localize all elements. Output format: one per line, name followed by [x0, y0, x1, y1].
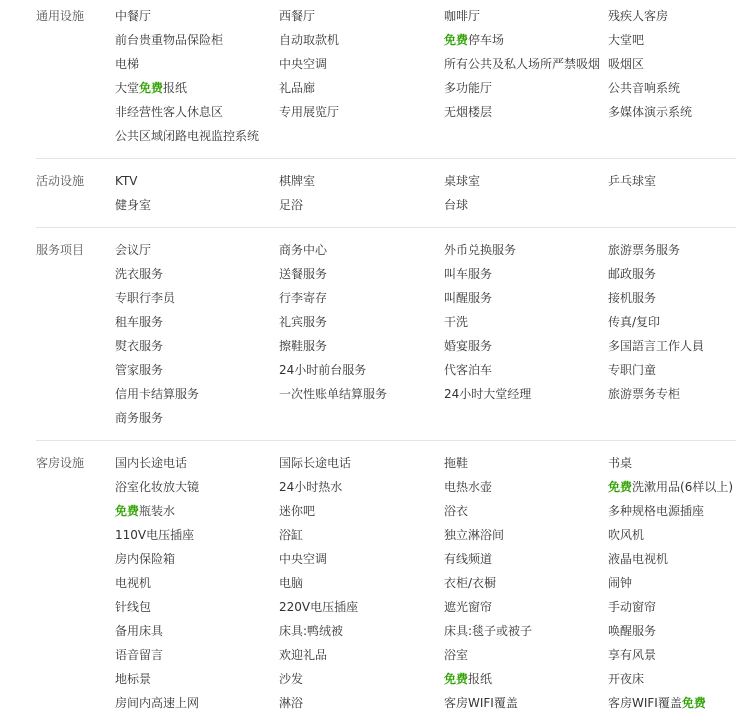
facility-item: 有线频道 — [444, 552, 493, 566]
facility-item: 礼宾服务 — [279, 315, 328, 329]
facility-item: 熨衣服务 — [115, 339, 164, 353]
facility-item: 220V电压插座 — [279, 600, 359, 614]
facility-item — [444, 667, 608, 691]
facility-item: 淋浴 — [279, 696, 304, 710]
facility-item: 洗衣服务 — [115, 267, 164, 281]
section-label: 活动设施 — [36, 174, 85, 188]
facility-section — [36, 238, 754, 430]
facility-item: 礼品廊 — [279, 81, 316, 95]
facility-item: 叫车服务 — [444, 267, 493, 281]
facility-item: 衣柜/衣橱 — [444, 576, 497, 590]
facility-item: 公共区域闭路电视监控系统 — [115, 129, 260, 143]
facility-item: 送餐服务 — [279, 267, 328, 281]
facility-item: 传真/复印 — [608, 315, 661, 329]
free-badge: 免费 — [608, 480, 633, 494]
facility-item: 多国語言工作人員 — [608, 339, 705, 353]
facility-item: 欢迎礼品 — [279, 648, 328, 662]
facility-item: 旅游票务专柜 — [608, 387, 681, 401]
facility-item: 婚宴服务 — [444, 339, 493, 353]
facility-item: 开夜床 — [608, 672, 645, 686]
facility-item: 多功能厅 — [444, 81, 493, 95]
facility-item: 中央空调 — [279, 57, 328, 71]
facility-item: 公共音响系统 — [608, 81, 681, 95]
facility-item: 中餐厅 — [115, 9, 152, 23]
facility-item: 独立淋浴间 — [444, 528, 505, 542]
facility-item: 吸烟区 — [608, 57, 645, 71]
facility-grid — [115, 4, 754, 148]
facility-item: 专职行李员 — [115, 291, 176, 305]
facility-item: 叫醒服务 — [444, 291, 493, 305]
facility-item — [608, 475, 754, 499]
facility-item: 浴缸 — [279, 528, 304, 542]
facility-item: 电热水壶 — [444, 480, 493, 494]
facility-item: 床具:毯子或被子 — [444, 624, 533, 638]
facility-item: 乒乓球室 — [608, 174, 657, 188]
facility-item: 客房WIFI覆盖 — [444, 696, 518, 710]
facility-item: 浴衣 — [444, 504, 469, 518]
facility-item: 床具:鸭绒被 — [279, 624, 344, 638]
facility-item: 外币兑换服务 — [444, 243, 517, 257]
facility-item: 多种规格电源插座 — [608, 504, 705, 518]
facility-item: 浴室 — [444, 648, 469, 662]
facility-item-text: 大堂 — [115, 81, 140, 95]
facility-item: 商务服务 — [115, 411, 164, 425]
free-badge: 免费 — [139, 81, 164, 95]
section-label: 通用设施 — [36, 9, 85, 23]
facility-item: 信用卡结算服务 — [115, 387, 200, 401]
facility-section — [36, 4, 754, 148]
facility-item: 电梯 — [115, 57, 140, 71]
facility-item: 旅游票务服务 — [608, 243, 681, 257]
facility-item: 24小时大堂经理 — [444, 387, 532, 401]
facility-item: 语音留言 — [115, 648, 164, 662]
section-divider — [36, 227, 736, 228]
facility-item: 台球 — [444, 198, 469, 212]
facility-item: 自动取款机 — [279, 33, 340, 47]
facility-item: 多媒体演示系统 — [608, 105, 693, 119]
facility-item: 所有公共及私人场所严禁吸烟 — [444, 57, 601, 71]
facility-item: 代客泊车 — [444, 363, 493, 377]
facility-item: 大堂吧 — [608, 33, 645, 47]
facility-section — [36, 169, 754, 217]
facility-item: 干洗 — [444, 315, 469, 329]
facility-item: 健身室 — [115, 198, 152, 212]
facility-grid — [115, 169, 754, 217]
facility-item — [115, 499, 279, 523]
facility-item: 吹风机 — [608, 528, 645, 542]
facility-item: 手动窗帘 — [608, 600, 657, 614]
facility-item: 前台贵重物品保险柜 — [115, 33, 224, 47]
facility-item — [115, 76, 279, 100]
facility-item: 备用床具 — [115, 624, 164, 638]
facility-item: 桌球室 — [444, 174, 481, 188]
facility-item: 拖鞋 — [444, 456, 469, 470]
facility-item: 行李寄存 — [279, 291, 328, 305]
facility-item: 闹钟 — [608, 576, 633, 590]
section-divider — [36, 440, 736, 441]
facility-item: 西餐厅 — [279, 9, 316, 23]
facility-item: 一次性账单结算服务 — [279, 387, 388, 401]
facility-item: 电脑 — [279, 576, 304, 590]
facility-item: 房间内高速上网 — [115, 696, 200, 710]
facility-item: 24小时前台服务 — [279, 363, 367, 377]
facility-item: 咖啡厅 — [444, 9, 481, 23]
facility-item: 浴室化妆放大镜 — [115, 480, 200, 494]
facility-item: 享有风景 — [608, 648, 657, 662]
facility-item: 棋牌室 — [279, 174, 316, 188]
facility-item: 迷你吧 — [279, 504, 316, 518]
facility-item — [444, 28, 608, 52]
facility-item: 110V电压插座 — [115, 528, 195, 542]
facility-item: 非经营性客人休息区 — [115, 105, 224, 119]
facility-item: 专职门童 — [608, 363, 657, 377]
facility-item: 足浴 — [279, 198, 304, 212]
free-badge: 免费 — [444, 672, 469, 686]
facility-item: 邮政服务 — [608, 267, 657, 281]
facility-item: 国内长途电话 — [115, 456, 188, 470]
facility-item: 24小时热水 — [279, 480, 343, 494]
facility-item: 地标景 — [115, 672, 152, 686]
facility-item: 房内保险箱 — [115, 552, 176, 566]
facility-item: 管家服务 — [115, 363, 164, 377]
facility-item: 接机服务 — [608, 291, 657, 305]
free-badge: 免费 — [444, 33, 469, 47]
facility-item: 租车服务 — [115, 315, 164, 329]
facility-grid — [115, 238, 754, 430]
facility-item: 会议厅 — [115, 243, 152, 257]
facility-item-text: 停车场 — [468, 33, 505, 47]
facility-item: 专用展览厅 — [279, 105, 340, 119]
facility-grid — [115, 451, 754, 715]
free-badge: 免费 — [681, 696, 706, 710]
facility-item-text: 报纸 — [468, 672, 493, 686]
facility-item: 中央空调 — [279, 552, 328, 566]
facility-item: 液晶电视机 — [608, 552, 669, 566]
facility-item: 沙发 — [279, 672, 304, 686]
section-label: 客房设施 — [36, 456, 85, 470]
facility-item: 电视机 — [115, 576, 152, 590]
facility-item: 无烟楼层 — [444, 105, 493, 119]
facility-item: 擦鞋服务 — [279, 339, 328, 353]
facility-item-text: 客房WIFI覆盖 — [608, 696, 682, 710]
facility-item: 商务中心 — [279, 243, 328, 257]
facility-item — [608, 691, 754, 715]
facility-item-text: 报纸 — [163, 81, 188, 95]
section-label: 服务项目 — [36, 243, 85, 257]
facility-item: 唤醒服务 — [608, 624, 657, 638]
facility-item-text: 洗漱用品(6样以上) — [632, 480, 734, 494]
facility-item: 遮光窗帘 — [444, 600, 493, 614]
free-badge: 免费 — [115, 504, 140, 518]
facility-section — [36, 451, 754, 715]
section-divider — [36, 158, 736, 159]
facility-item: 书桌 — [608, 456, 633, 470]
facility-item: 针线包 — [115, 600, 152, 614]
facility-item-text: 瓶装水 — [139, 504, 176, 518]
facility-item: 残疾人客房 — [608, 9, 669, 23]
facility-item: KTV — [115, 174, 138, 188]
facility-item: 国际长途电话 — [279, 456, 352, 470]
